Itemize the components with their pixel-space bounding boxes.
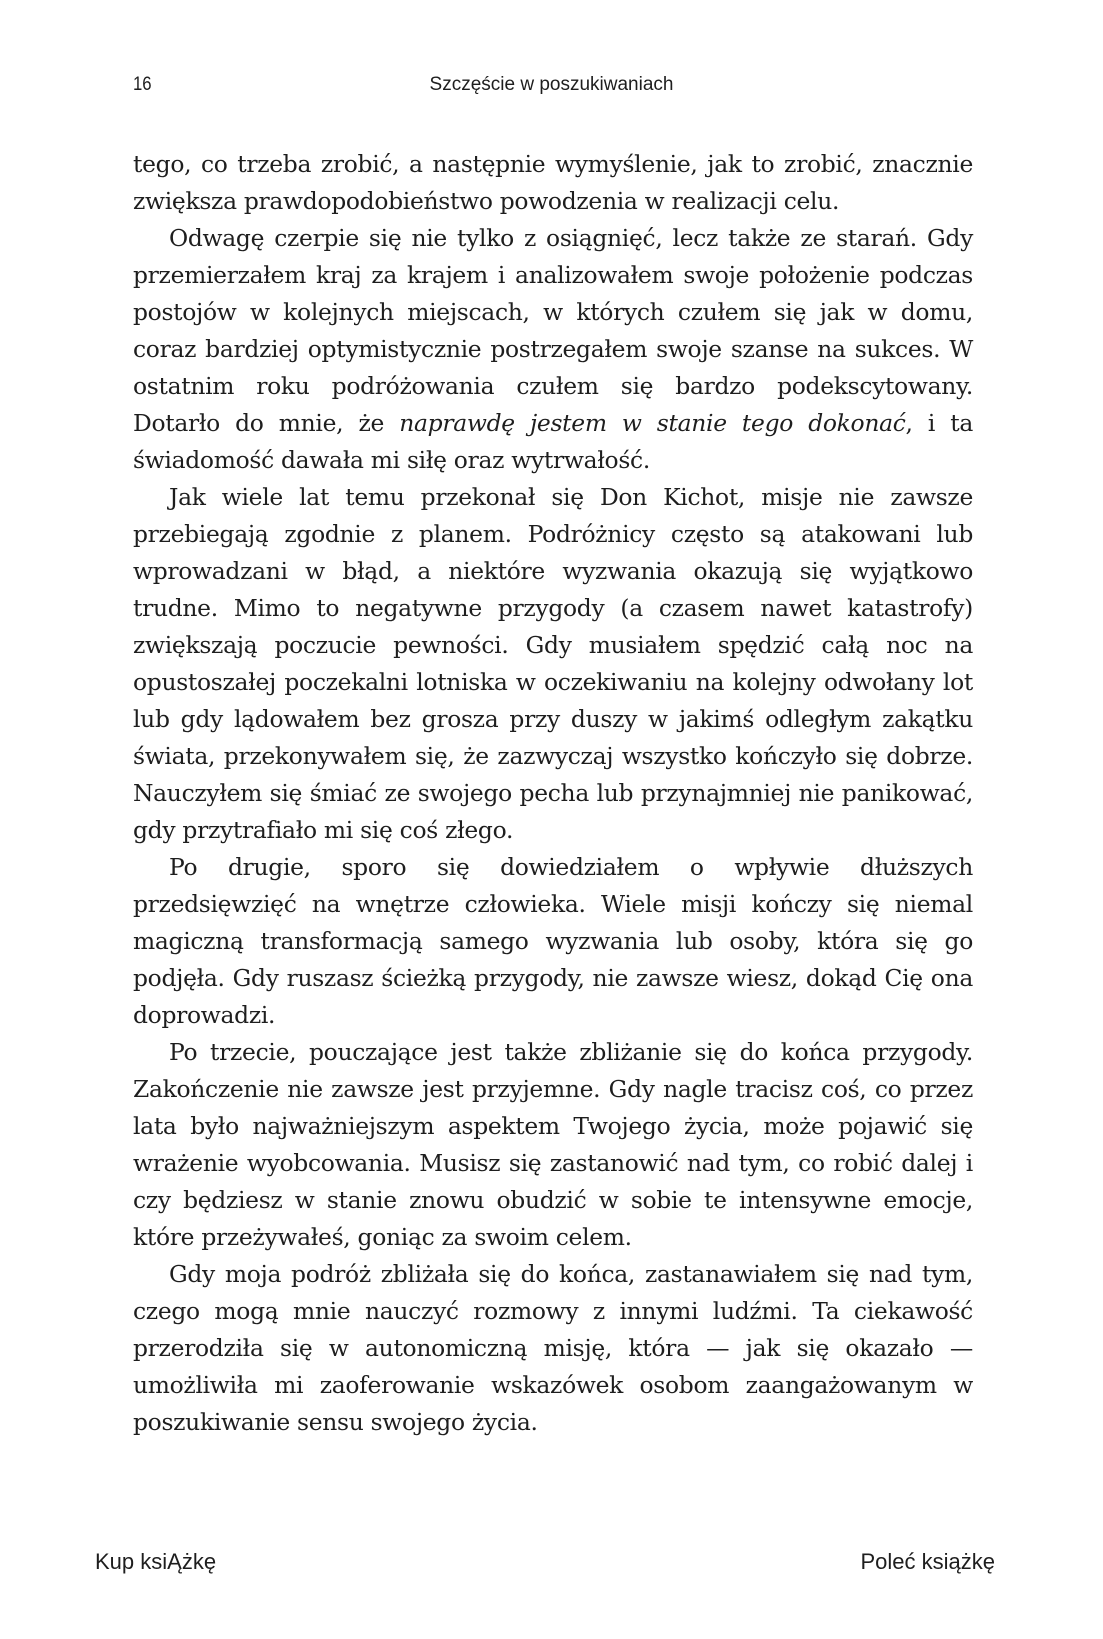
paragraph-1: tego, co trzeba zrobić, a następnie wymyślenie, jak to zrobić, znacznie zwiększa prawdopodobieństwo powodzenia w realizacji celu. — [133, 150, 973, 215]
paragraph-4: Po drugie, sporo się dowiedziałem o wpływie dłuższych przedsięwzięć na wnętrze człowieka. Wiele misji kończy się niemal magiczną transformacją samego wyzwania lub osoby, która się go podjęła. Gdy ruszasz ścieżką przygody, nie zawsze wiesz, dokąd Cię ona doprowadzi. — [133, 853, 973, 1029]
page-footer — [0, 1549, 1103, 1585]
paragraph-2-emphasis: naprawdę jestem w stanie tego dokonać — [399, 409, 906, 437]
paragraph-3: Jak wiele lat temu przekonał się Don Kichot, misje nie zawsze przebiegają zgodnie z planem. Podróżnicy często są atakowani lub wprowadzani w błąd, a niektóre wyzwania okazują się wyjątkowo trudne. Mimo to negatywne przygody (a czasem nawet katastrofy) zwiększają poczucie pewności. Gdy musiałem spędzić całą noc na opustoszałej poczekalni lotniska w oczekiwaniu na kolejny odwołany lot lub gdy lądowałem bez grosza przy duszy w jakimś odległym zakątku świata, przekonywałem się, że zazwyczaj wszystko kończyło się dobrze. Nauczyłem się śmiać ze swojego pecha lub przynajmniej nie panikować, gdy przytrafiało mi się coś złego. — [133, 483, 973, 844]
page-number: 16 — [133, 74, 152, 95]
paragraph-2 — [133, 220, 973, 479]
page-header — [0, 70, 1103, 110]
buy-book-link[interactable]: Kup ksiĄżkę — [95, 1549, 217, 1574]
paragraph-2-after: , i ta świadomość dawała mi siłę oraz wytrwałość. — [133, 409, 973, 474]
paragraph-6: Gdy moja podróż zbliżała się do końca, zastanawiałem się nad tym, czego mogą mnie nauczyć rozmowy z innymi ludźmi. Ta ciekawość przerodziła się w autonomiczną misję, która — jak się okazało — umożliwiła mi zaoferowanie wskazówek osobom zaangażowanym w poszukiwanie sensu swojego życia. — [133, 1260, 973, 1436]
paragraph-2-before: Odwagę czerpie się nie tylko z osiągnięć, lecz także ze starań. Gdy przemierzałem kraj za krajem i analizowałem swoje położenie podczas postojów w kolejnych miejscach, w których czułem się jak w domu, coraz bardziej optymistycznie postrzegałem swoje szanse na sukces. W ostatnim roku podróżowania czułem się bardzo podekscytowany. Dotarło do mnie, że — [133, 224, 973, 437]
paragraph-5: Po trzecie, pouczające jest także zbliżanie się do końca przygody. Zakończenie nie zawsze jest przyjemne. Gdy nagle tracisz coś, co przez lata było najważniejszym aspektem Twojego życia, może pojawić się wrażenie wyobcowania. Musisz się zastanowić nad tym, co robić dalej i czy będziesz w stanie znowu obudzić w sobie te intensywne emocje, które przeżywałeś, goniąc za swoim celem. — [133, 1038, 973, 1251]
running-title: Szczęście w poszukiwaniach — [429, 74, 674, 95]
body-text — [133, 146, 973, 1441]
recommend-book-link[interactable]: Poleć książkę — [860, 1549, 995, 1574]
